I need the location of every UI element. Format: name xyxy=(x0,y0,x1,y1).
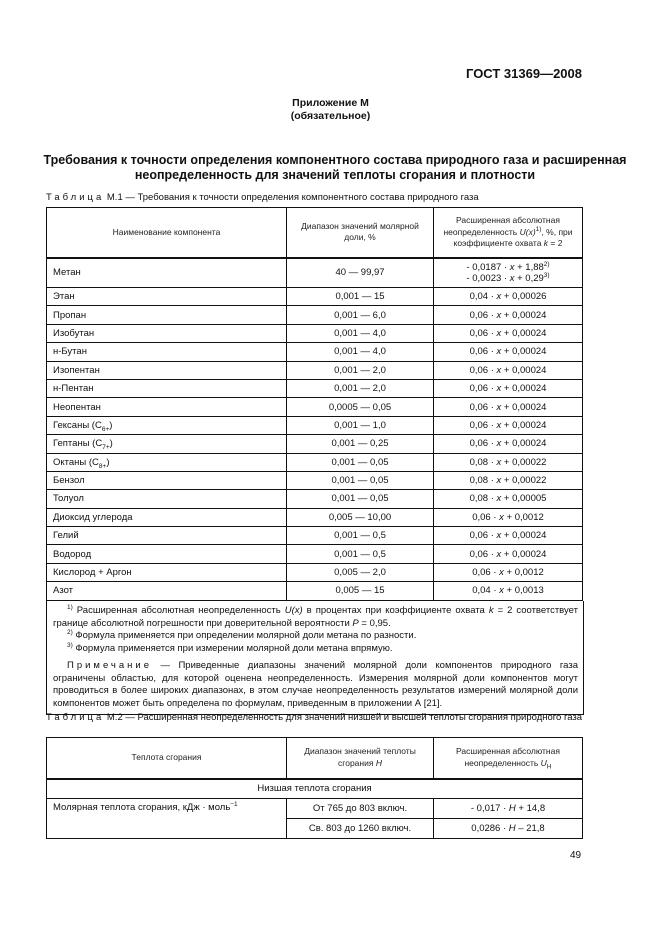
component-name xyxy=(47,379,287,397)
uncertainty-formula: 0,06 · x + 0,00024 xyxy=(434,361,583,379)
uncertainty-formula: 0,06 · x + 0,00024 xyxy=(434,416,583,434)
component-name xyxy=(47,361,287,379)
component-name xyxy=(47,398,287,416)
footnote-text: = 0,95. xyxy=(358,617,391,629)
component-name: Метан xyxy=(47,258,287,288)
quantity-name xyxy=(47,799,287,839)
component-name-text: Диоксид углерода xyxy=(53,511,133,523)
molar-range: 0,001 — 1,0 xyxy=(287,416,434,434)
table-row xyxy=(47,398,583,416)
component-name-text: н-Пентан xyxy=(53,383,94,395)
molar-range: 0,001 — 0,05 xyxy=(287,471,434,489)
note-label: Примечание xyxy=(67,660,152,671)
header-uncertainty-k: k xyxy=(543,238,549,248)
page-number: 49 xyxy=(570,850,582,861)
section-title xyxy=(40,153,630,183)
component-name-suffix: ) xyxy=(109,438,113,450)
header-heat-uncertainty-var: U xyxy=(540,757,547,768)
uncertainty-formula: 0,06 · x + 0,00024 xyxy=(434,435,583,453)
section-title-line1: Требования к точности определения компонентного состава природного газа и расширенная xyxy=(43,153,627,167)
heat-uncertainty-formula: - 0,017 · H + 14,8 xyxy=(434,799,583,819)
heat-range: От 765 до 803 включ. xyxy=(287,799,434,819)
section-lower-heat: Низшая теплота сгорания xyxy=(47,779,583,799)
table-row xyxy=(47,379,583,397)
uncertainty-formula: 0,06 · x + 0,00024 xyxy=(434,545,583,563)
header-molar-range: Диапазон значений молярной доли, % xyxy=(287,208,434,258)
table-row xyxy=(47,799,583,819)
heat-range: Св. 803 до 1260 включ. xyxy=(287,819,434,839)
component-name xyxy=(47,288,287,306)
component-name-text: Изопентан xyxy=(53,364,100,376)
table-row xyxy=(47,435,583,453)
header-heat-range-var: H xyxy=(375,757,382,768)
table2-caption-label: Таблица xyxy=(46,712,105,723)
header-heat-uncertainty-sub: H xyxy=(546,763,552,771)
component-name-text: Гептаны (С xyxy=(53,438,103,450)
table1-caption-label: Таблица xyxy=(46,192,105,203)
header-uncertainty-text: Расширенная абсолютная неопределенность xyxy=(443,215,560,237)
header-uncertainty-text2: , %, при коэффициенте охвата xyxy=(453,226,573,248)
footnote-mark-1: 1) xyxy=(67,603,73,611)
component-name-text: Азот xyxy=(53,585,74,597)
footnote-text: Формула применяется при измерении молярной доли метана впрямую. xyxy=(72,642,393,654)
heat-uncertainty-formula: 0,0286 · H – 21,8 xyxy=(434,819,583,839)
component-name xyxy=(47,343,287,361)
unit-exponent: −1 xyxy=(230,800,238,808)
component-name-text: Неопентан xyxy=(53,401,101,413)
component-name xyxy=(47,582,287,600)
note-text: — Приведенные диапазоны значений молярной доли компонентов природного газа ограничены областью, для которой оценена неопределенность. Измерения молярной доли компонентов могут проводиться в более широких диапазонах, в этом случае неопределенность результатов измерений молярной доли компонентов может быть определена по формулам, приведенным в приложении А [21]. xyxy=(53,660,578,709)
section-row xyxy=(47,779,583,799)
table-row xyxy=(47,545,583,563)
molar-range: 0,001 — 0,5 xyxy=(287,527,434,545)
molar-range: 0,001 — 0,5 xyxy=(287,545,434,563)
molar-range: 0,005 — 10,00 xyxy=(287,508,434,526)
molar-range: 0,005 — 15 xyxy=(287,582,434,600)
table-row xyxy=(47,527,583,545)
table2-caption xyxy=(46,711,586,724)
component-name xyxy=(47,490,287,508)
header-heat-range xyxy=(287,738,434,779)
molar-range: 0,001 — 0,25 xyxy=(287,435,434,453)
table-row xyxy=(47,490,583,508)
table-row xyxy=(47,258,583,288)
molar-range: 0,0005 — 0,05 xyxy=(287,398,434,416)
table-row xyxy=(47,563,583,581)
footnote-text: в процентах при коэффициенте охвата xyxy=(302,605,489,616)
component-name-text: Октаны (С xyxy=(53,456,99,468)
uncertainty-formula: 0,06 · x + 0,0012 xyxy=(434,508,583,526)
formula-direct: - 0,0023 · x + 0,29 xyxy=(466,272,544,284)
annex-status: (обязательное) xyxy=(290,110,371,122)
table2-caption-text: М.2 — Расширенная неопределенность для значений низшей и высшей теплоты сгорания природного газа xyxy=(106,712,583,723)
molar-range: 0,001 — 4,0 xyxy=(287,324,434,342)
component-name-text: н-Бутан xyxy=(53,346,87,358)
table-row xyxy=(47,508,583,526)
footnote-mark-2: 2) xyxy=(67,628,73,636)
quantity-name-text: Молярная теплота сгорания, кДж · моль xyxy=(53,802,231,813)
component-name-text: Кислород + Аргон xyxy=(53,567,132,579)
component-name xyxy=(47,508,287,526)
component-name-suffix: ) xyxy=(109,419,113,431)
table-row xyxy=(47,306,583,324)
table-row xyxy=(47,416,583,434)
standard-id: ГОСТ 31369—2008 xyxy=(466,66,582,81)
component-name xyxy=(47,563,287,581)
component-name-text: Гексаны (С xyxy=(53,419,102,431)
component-name-text: Этан xyxy=(53,291,75,303)
molar-range: 0,001 — 2,0 xyxy=(287,379,434,397)
table1-caption xyxy=(46,192,479,204)
header-uncertainty-text3: = 2 xyxy=(548,238,563,248)
molar-range: 0,001 — 2,0 xyxy=(287,361,434,379)
uncertainty-formula: 0,08 · x + 0,00022 xyxy=(434,471,583,489)
section-title-line2: неопределенность для значений теплоты сгорания и плотности xyxy=(134,168,536,182)
header-heat-uncertainty xyxy=(434,738,583,779)
header-uncertainty xyxy=(434,208,583,258)
table-row xyxy=(47,453,583,471)
header-component-name: Наименование компонента xyxy=(47,208,287,258)
component-name-text: Гелий xyxy=(53,530,79,542)
uncertainty-formula xyxy=(434,258,583,288)
annex-title: Приложение М xyxy=(292,97,369,109)
footnote-ref-3: 3) xyxy=(543,271,550,279)
carbon-subscript: 7+ xyxy=(102,444,110,452)
table-row xyxy=(47,582,583,600)
molar-range: 40 — 99,97 xyxy=(287,258,434,288)
molar-range: 0,001 — 0,05 xyxy=(287,490,434,508)
component-name xyxy=(47,306,287,324)
component-name xyxy=(47,545,287,563)
carbon-subscript: 6+ xyxy=(101,425,110,433)
component-name-suffix: ) xyxy=(106,456,110,468)
footnote-mark-3: 3) xyxy=(67,641,73,649)
uncertainty-formula: 0,08 · x + 0,00022 xyxy=(434,453,583,471)
uncertainty-formula: 0,06 · x + 0,0012 xyxy=(434,563,583,581)
component-name-text: Пропан xyxy=(53,309,87,321)
table1-caption-text: М.1 — Требования к точности определения компонентного состава природного газа xyxy=(106,192,479,203)
table-row xyxy=(47,288,583,306)
molar-range: 0,001 — 4,0 xyxy=(287,343,434,361)
header-heat-range-text: Диапазон значений теплоты сгорания xyxy=(304,746,416,768)
footnote-var: U(x) xyxy=(284,605,303,616)
header-heat-uncertainty-text: Расширенная абсолютная неопределенность xyxy=(456,746,560,768)
molar-range: 0,001 — 15 xyxy=(287,288,434,306)
uncertainty-formula: 0,04 · x + 0,0013 xyxy=(434,582,583,600)
table-heat-of-combustion xyxy=(46,737,583,839)
header-uncertainty-var: U(x) xyxy=(519,226,536,237)
table-component-requirements xyxy=(46,207,583,601)
uncertainty-formula: 0,06 · x + 0,00024 xyxy=(434,306,583,324)
molar-range: 0,005 — 2,0 xyxy=(287,563,434,581)
uncertainty-formula: 0,06 · x + 0,00024 xyxy=(434,527,583,545)
component-name xyxy=(47,453,287,471)
table1-header-row xyxy=(47,208,583,258)
table-row xyxy=(47,471,583,489)
component-name-text: Бензол xyxy=(53,475,85,487)
table-row xyxy=(47,361,583,379)
molar-range: 0,001 — 6,0 xyxy=(287,306,434,324)
component-name-text: Толуол xyxy=(53,493,84,505)
footnote-text: = 2 соответствует границе абсолютной погрешности при доверительной вероятности xyxy=(53,605,578,629)
table2-header-row xyxy=(47,738,583,779)
footnote-var: k xyxy=(488,605,494,616)
component-name xyxy=(47,471,287,489)
component-name xyxy=(47,416,287,434)
uncertainty-formula: 0,06 · x + 0,00024 xyxy=(434,343,583,361)
header-heat-of-combustion: Теплота сгорания xyxy=(47,738,287,779)
component-name-text: Изобутан xyxy=(53,327,95,339)
molar-range: 0,001 — 0,05 xyxy=(287,453,434,471)
footnote-text: Расширенная абсолютная неопределенность xyxy=(72,605,285,616)
footnote-ref-1: 1) xyxy=(535,225,542,233)
table1-footnotes xyxy=(46,601,584,715)
table-row xyxy=(47,343,583,361)
uncertainty-formula: 0,04 · x + 0,00026 xyxy=(434,288,583,306)
component-name xyxy=(47,324,287,342)
uncertainty-formula: 0,06 · x + 0,00024 xyxy=(434,379,583,397)
carbon-subscript: 8+ xyxy=(98,462,107,470)
footnote-var: P xyxy=(352,617,359,629)
component-name xyxy=(47,527,287,545)
footnote-ref-2: 2) xyxy=(543,260,550,268)
table-row xyxy=(47,324,583,342)
component-name-text: Водород xyxy=(53,548,92,560)
component-name xyxy=(47,435,287,453)
formula-difference: - 0,0187 · x + 1,88 xyxy=(466,261,544,273)
footnote-text: Формула применяется при определении молярной доли метана по разности. xyxy=(72,630,417,641)
uncertainty-formula: 0,06 · x + 0,00024 xyxy=(434,324,583,342)
uncertainty-formula: 0,06 · x + 0,00024 xyxy=(434,398,583,416)
uncertainty-formula: 0,08 · x + 0,00005 xyxy=(434,490,583,508)
